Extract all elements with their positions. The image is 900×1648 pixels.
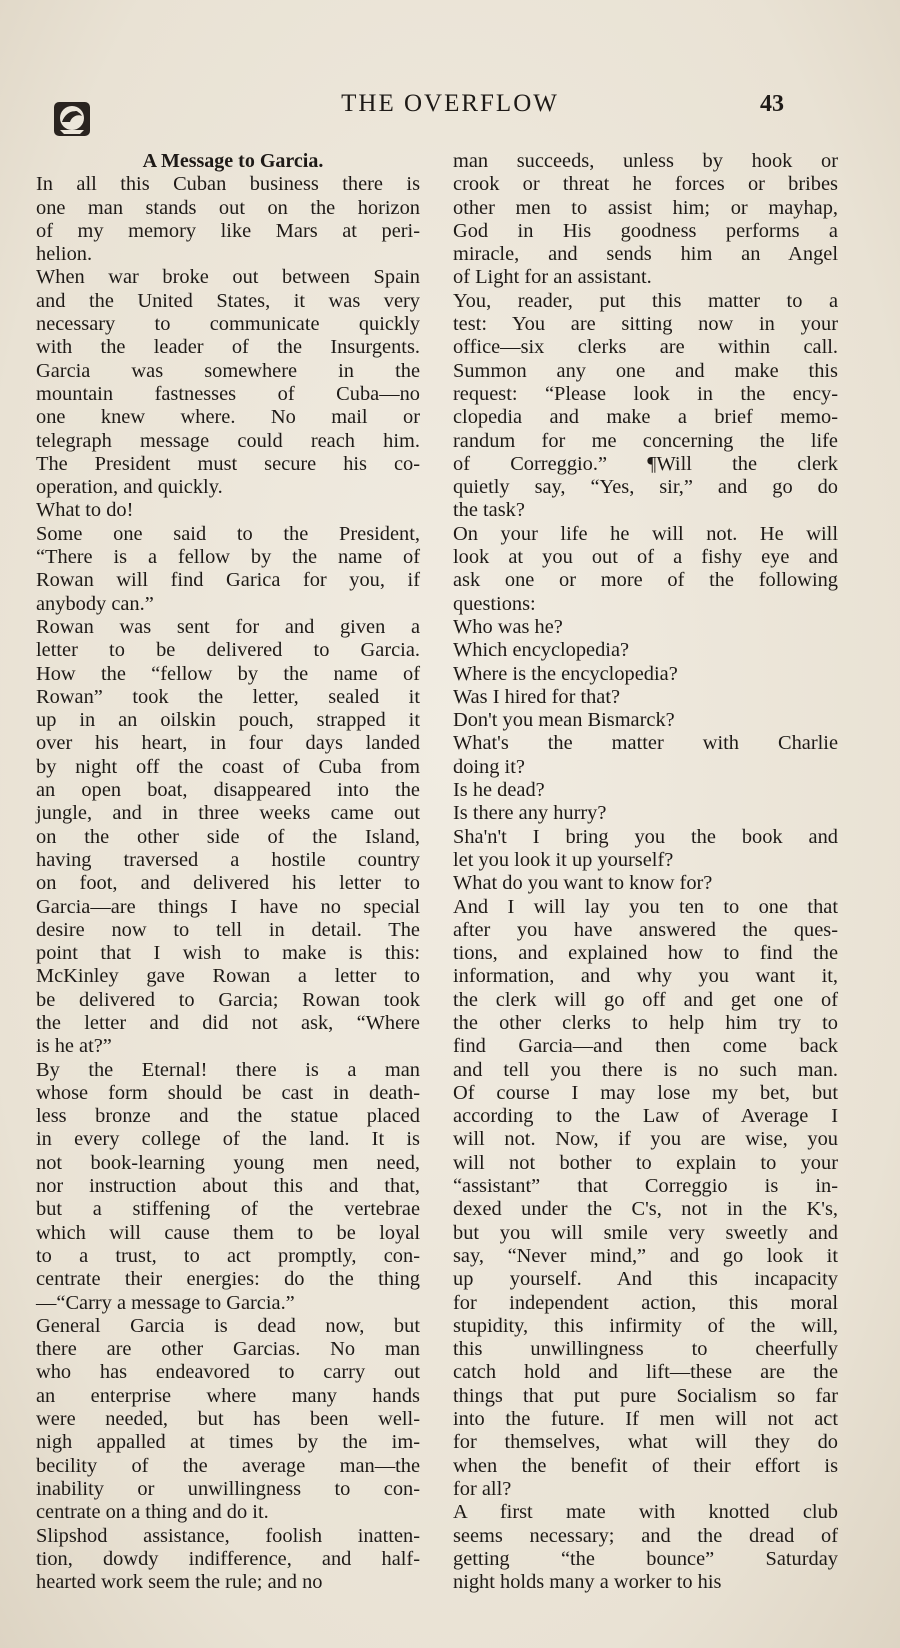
text-line: randum for me concerning the life bbox=[453, 429, 838, 452]
text-line: request: “Please look in the ency- bbox=[453, 382, 838, 405]
text-line: Of course I may lose my bet, but bbox=[453, 1081, 838, 1104]
text-line: By the Eternal! there is a man bbox=[36, 1058, 420, 1081]
text-line: nigh appalled at times by the im- bbox=[36, 1431, 420, 1454]
text-line: Is there any hurry? bbox=[453, 802, 607, 825]
text-line: which will cause them to be loyal bbox=[36, 1221, 420, 1244]
text-line: of Correggio.” ¶Will the clerk bbox=[453, 452, 838, 475]
text-line: look at you out of a fishy eye and bbox=[453, 546, 838, 569]
text-line: the other clerks to help him try to bbox=[453, 1011, 838, 1034]
text-line: an open boat, disappeared into the bbox=[36, 779, 420, 802]
text-line: there are other Garcias. No man bbox=[36, 1338, 420, 1361]
text-line: with the leader of the Insurgents. bbox=[36, 336, 420, 359]
text-line: letter to be delivered to Garcia. bbox=[36, 639, 420, 662]
text-line: in every college of the land. It is bbox=[36, 1128, 420, 1151]
text-line: on the other side of the Island, bbox=[36, 825, 420, 848]
text-line: quietly say, “Yes, sir,” and go do bbox=[453, 476, 838, 499]
text-line: ask one or more of the following bbox=[453, 569, 838, 592]
text-line: On your life he will not. He will bbox=[453, 522, 838, 545]
text-line: nor instruction about this and that, bbox=[36, 1175, 420, 1198]
text-line: “assistant” that Correggio is in- bbox=[453, 1175, 838, 1198]
text-line: for independent action, this moral bbox=[453, 1291, 838, 1314]
text-line: will not. Now, if you are wise, you bbox=[453, 1128, 838, 1151]
text-line: say, “Never mind,” and go look it bbox=[453, 1244, 838, 1267]
text-line: You, reader, put this matter to a bbox=[453, 289, 838, 312]
text-line: questions: bbox=[453, 592, 536, 615]
text-line: centrate on a thing and do it. bbox=[36, 1501, 269, 1524]
text-line: Where is the encyclopedia? bbox=[453, 662, 678, 685]
text-line: were needed, but has been well- bbox=[36, 1408, 420, 1431]
left-column bbox=[36, 150, 420, 1594]
text-line: What's the matter with Charlie bbox=[453, 732, 838, 755]
text-line: crook or threat he forces or bribes bbox=[453, 173, 838, 196]
text-line: Who was he? bbox=[453, 615, 563, 638]
text-line: the clerk will go off and get one of bbox=[453, 988, 838, 1011]
text-line: The President must secure his co- bbox=[36, 452, 420, 475]
text-line: after you have answered the ques- bbox=[453, 918, 838, 941]
text-line: information, and why you want it, bbox=[453, 965, 838, 988]
text-line: other men to assist him; or mayhap, bbox=[453, 196, 838, 219]
text-line: clopedia and make a brief memo- bbox=[453, 406, 838, 429]
text-line: find Garcia—and then come back bbox=[453, 1035, 838, 1058]
text-line: inability or unwillingness to con- bbox=[36, 1477, 420, 1500]
page-number: 43 bbox=[760, 91, 784, 117]
text-line: Rowan was sent for and given a bbox=[36, 615, 420, 638]
text-line: “There is a fellow by the name of bbox=[36, 546, 420, 569]
text-line: whose form should be cast in death- bbox=[36, 1081, 420, 1104]
text-line: General Garcia is dead now, but bbox=[36, 1314, 420, 1337]
text-line: Was I hired for that? bbox=[453, 685, 621, 708]
right-column-text bbox=[453, 150, 838, 1594]
text-line: Sha'n't I bring you the book and bbox=[453, 825, 838, 848]
text-line: helion. bbox=[36, 243, 93, 266]
text-line: having traversed a hostile country bbox=[36, 848, 420, 871]
text-line: When war broke out between Spain bbox=[36, 266, 420, 289]
text-line: anybody can.” bbox=[36, 592, 154, 615]
text-line: but you will smile very sweetly and bbox=[453, 1221, 838, 1244]
text-line: Rowan” took the letter, sealed it bbox=[36, 685, 420, 708]
text-line: Don't you mean Bismarck? bbox=[453, 709, 675, 732]
text-line: In all this Cuban business there is bbox=[36, 173, 420, 196]
text-line: Garcia—are things I have no special bbox=[36, 895, 420, 918]
text-line: when the benefit of their effort is bbox=[453, 1454, 838, 1477]
text-line: God in His goodness performs a bbox=[453, 219, 838, 242]
text-line: is he at?” bbox=[36, 1035, 112, 1058]
text-line: telegraph message could reach him. bbox=[36, 429, 420, 452]
text-line: office—six clerks are within call. bbox=[453, 336, 838, 359]
text-line: to a trust, to act promptly, con- bbox=[36, 1244, 420, 1267]
text-line: tion, dowdy indifference, and half- bbox=[36, 1547, 420, 1570]
text-line: stupidity, this infirmity of the will, bbox=[453, 1314, 838, 1337]
text-line: How the “fellow by the name of bbox=[36, 662, 420, 685]
text-line: be delivered to Garcia; Rowan took bbox=[36, 988, 420, 1011]
text-line: What do you want to know for? bbox=[453, 872, 713, 895]
text-line: let you look it up yourself? bbox=[453, 848, 674, 871]
text-line: night holds many a worker to his bbox=[453, 1571, 722, 1594]
text-line: one man stands out on the horizon bbox=[36, 196, 420, 219]
article-heading: A Message to Garcia. bbox=[142, 150, 324, 172]
text-line: seems necessary; and the dread of bbox=[453, 1524, 838, 1547]
text-line: over his heart, in four days landed bbox=[36, 732, 420, 755]
text-line: McKinley gave Rowan a letter to bbox=[36, 965, 420, 988]
text-line: point that I wish to make is this: bbox=[36, 942, 420, 965]
text-line: who has endeavored to carry out bbox=[36, 1361, 420, 1384]
text-line: for all? bbox=[453, 1477, 512, 1500]
text-line: becility of the average man—the bbox=[36, 1454, 420, 1477]
text-line: by night off the coast of Cuba from bbox=[36, 755, 420, 778]
text-line: according to the Law of Average I bbox=[453, 1105, 838, 1128]
text-line: operation, and quickly. bbox=[36, 476, 223, 499]
text-line: —“Carry a message to Garcia.” bbox=[36, 1291, 295, 1314]
right-column bbox=[453, 150, 838, 1594]
text-line: A first mate with knotted club bbox=[453, 1501, 838, 1524]
text-line: of Light for an assistant. bbox=[453, 266, 652, 289]
text-line: Garcia was somewhere in the bbox=[36, 359, 420, 382]
text-line: test: You are sitting now in your bbox=[453, 313, 838, 336]
text-line: necessary to communicate quickly bbox=[36, 313, 420, 336]
text-line: for themselves, what will they do bbox=[453, 1431, 838, 1454]
text-line: Some one said to the President, bbox=[36, 522, 420, 545]
text-line: the letter and did not ask, “Where bbox=[36, 1011, 420, 1034]
text-line: getting “the bounce” Saturday bbox=[453, 1547, 838, 1570]
text-line: Slipshod assistance, foolish inatten- bbox=[36, 1524, 420, 1547]
text-line: up in an oilskin pouch, strapped it bbox=[36, 709, 420, 732]
text-line: jungle, and in three weeks came out bbox=[36, 802, 420, 825]
text-line: Rowan will find Garica for you, if bbox=[36, 569, 420, 592]
left-column-text bbox=[36, 173, 420, 1594]
text-line: desire now to tell in detail. The bbox=[36, 918, 420, 941]
text-line: centrate their energies: do the thing bbox=[36, 1268, 420, 1291]
text-line: the task? bbox=[453, 499, 525, 522]
text-line: will not bother to explain to your bbox=[453, 1151, 838, 1174]
text-line: hearted work seem the rule; and no bbox=[36, 1571, 323, 1594]
text-line: things that put pure Socialism so far bbox=[453, 1384, 838, 1407]
text-line: into the future. If men will not act bbox=[453, 1408, 838, 1431]
text-line: this unwillingness to cheerfully bbox=[453, 1338, 838, 1361]
text-line: And I will lay you ten to one that bbox=[453, 895, 838, 918]
text-line: less bronze and the statue placed bbox=[36, 1105, 420, 1128]
text-line: tions, and explained how to find the bbox=[453, 942, 838, 965]
text-line: Which encyclopedia? bbox=[453, 639, 630, 662]
text-line: man succeeds, unless by hook or bbox=[453, 150, 838, 172]
text-line: What to do! bbox=[36, 499, 134, 522]
text-line: Summon any one and make this bbox=[453, 359, 838, 382]
text-line: one knew where. No mail or bbox=[36, 406, 420, 429]
text-line: dexed under the C's, not in the K's, bbox=[453, 1198, 838, 1221]
text-line: doing it? bbox=[453, 755, 525, 778]
text-line: but a stiffening of the vertebrae bbox=[36, 1198, 420, 1221]
text-line: mountain fastnesses of Cuba—no bbox=[36, 382, 420, 405]
page-header bbox=[0, 88, 900, 132]
text-line: on foot, and delivered his letter to bbox=[36, 872, 420, 895]
text-line: and tell you there is no such man. bbox=[453, 1058, 838, 1081]
text-line: and the United States, it was very bbox=[36, 289, 420, 312]
text-line: catch hold and lift—these are the bbox=[453, 1361, 838, 1384]
text-line: Is he dead? bbox=[453, 779, 545, 802]
text-line: miracle, and sends him an Angel bbox=[453, 243, 838, 266]
text-line: up yourself. And this incapacity bbox=[453, 1268, 838, 1291]
text-line: not book-learning young men need, bbox=[36, 1151, 420, 1174]
running-title: THE OVERFLOW bbox=[341, 90, 559, 117]
text-line: an enterprise where many hands bbox=[36, 1384, 420, 1407]
text-line: of my memory like Mars at peri- bbox=[36, 219, 420, 242]
